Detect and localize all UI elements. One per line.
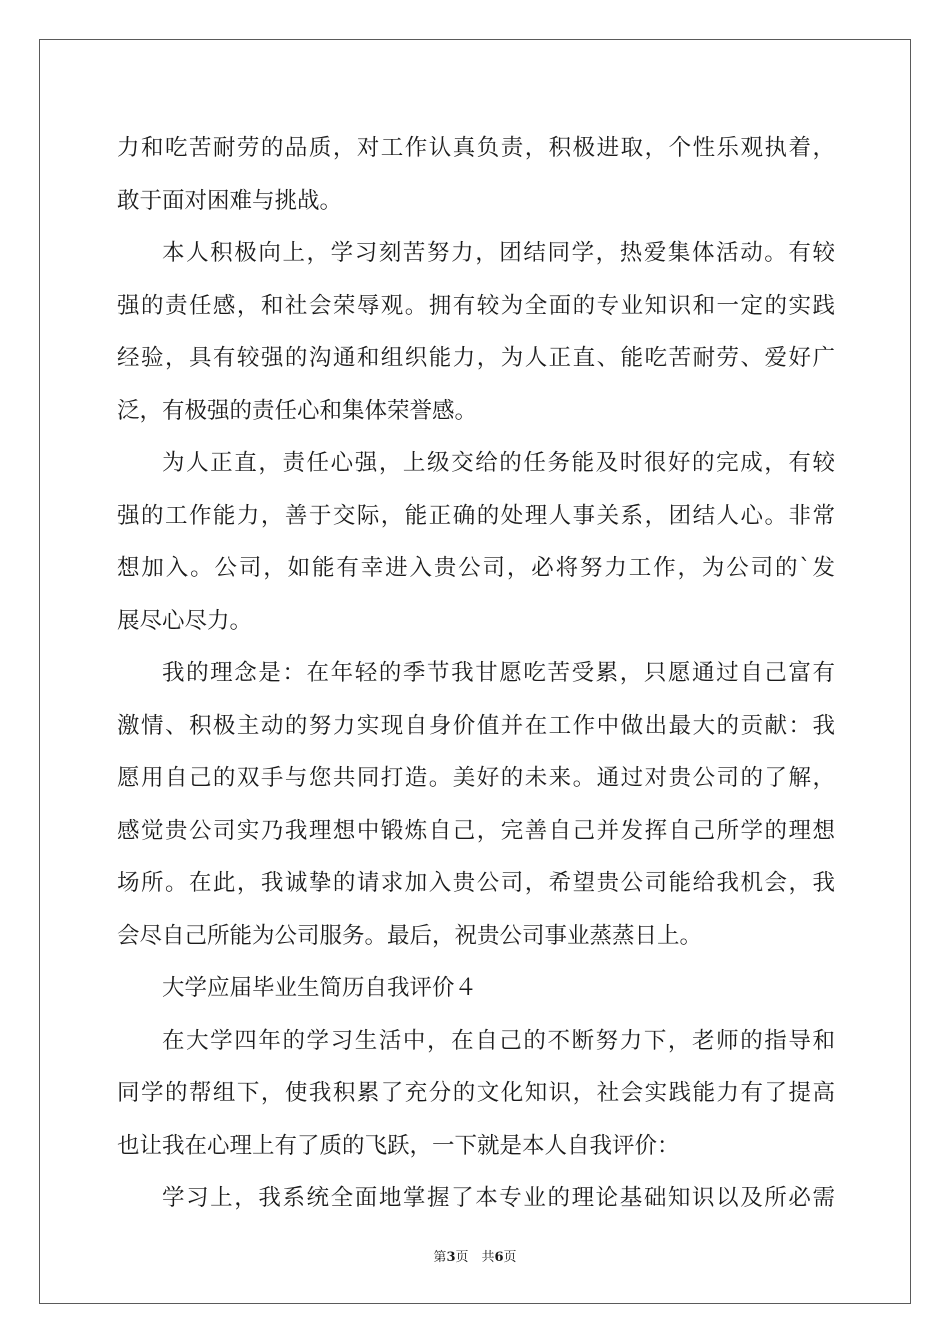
text-line: 会尽自己所能为公司服务。最后，祝贵公司事业蒸蒸日上。 bbox=[117, 922, 703, 949]
footer-page-suffix: 页 共 bbox=[455, 1250, 495, 1265]
text-line: 想加入。公司，如能有幸进入贵公司，必将努力工作，为公司的`发 bbox=[117, 555, 835, 581]
text-line: 强的工作能力，善于交际，能正确的处理人事关系，团结人心。非常 bbox=[117, 502, 835, 529]
text-line: 本人积极向上，学习刻苦努力，团结同学，热爱集体活动。有较 bbox=[162, 240, 835, 266]
text-line: 感觉贵公司实乃我理想中锻炼自己，完善自己并发挥自己所学的理想 bbox=[117, 817, 835, 844]
text-line: 也让我在心理上有了质的飞跃，一下就是本人自我评价： bbox=[117, 1132, 680, 1159]
text-line: 敢于面对困难与挑战。 bbox=[117, 187, 343, 214]
document-body bbox=[117, 122, 835, 1225]
text-line: 经验，具有较强的沟通和组织能力，为人正直、能吃苦耐劳、爱好广 bbox=[117, 345, 835, 371]
footer-prefix: 第 bbox=[433, 1250, 447, 1265]
text-line: 泛，有极强的责任心和集体荣誉感。 bbox=[117, 397, 478, 424]
text-line: 场所。在此，我诚挚的请求加入贵公司，希望贵公司能给我机会，我 bbox=[117, 870, 835, 896]
text-line: 强的责任感，和社会荣辱观。拥有较为全面的专业知识和一定的实践 bbox=[117, 292, 835, 319]
footer-suffix: 页 bbox=[503, 1250, 517, 1265]
section-heading: 大学应届毕业生简历自我评价４ bbox=[162, 975, 478, 1001]
text-line: 同学的帮组下，使我积累了充分的文化知识，社会实践能力有了提高 bbox=[117, 1080, 835, 1106]
text-line: 在大学四年的学习生活中，在自己的不断努力下，老师的指导和 bbox=[162, 1027, 835, 1054]
text-line: 愿用自己的双手与您共同打造。美好的未来。通过对贵公司的了解， bbox=[117, 765, 835, 791]
text-line: 我的理念是：在年轻的季节我甘愿吃苦受累，只愿通过自己富有 bbox=[162, 660, 835, 686]
total-pages-number: 6 bbox=[494, 1250, 504, 1265]
text-line: 力和吃苦耐劳的品质，对工作认真负责，积极进取，个性乐观执着， bbox=[117, 135, 835, 161]
text-line: 激情、积极主动的努力实现自身价值并在工作中做出最大的贡献：我 bbox=[117, 712, 835, 739]
text-line: 为人正直，责任心强，上级交给的任务能及时很好的完成，有较 bbox=[162, 450, 835, 476]
text-line: 展尽心尽力。 bbox=[117, 607, 253, 634]
page-footer bbox=[0, 1246, 950, 1265]
current-page-number: 3 bbox=[446, 1250, 456, 1265]
text-line: 学习上，我系统全面地掌握了本专业的理论基础知识以及所必需 bbox=[162, 1185, 835, 1211]
